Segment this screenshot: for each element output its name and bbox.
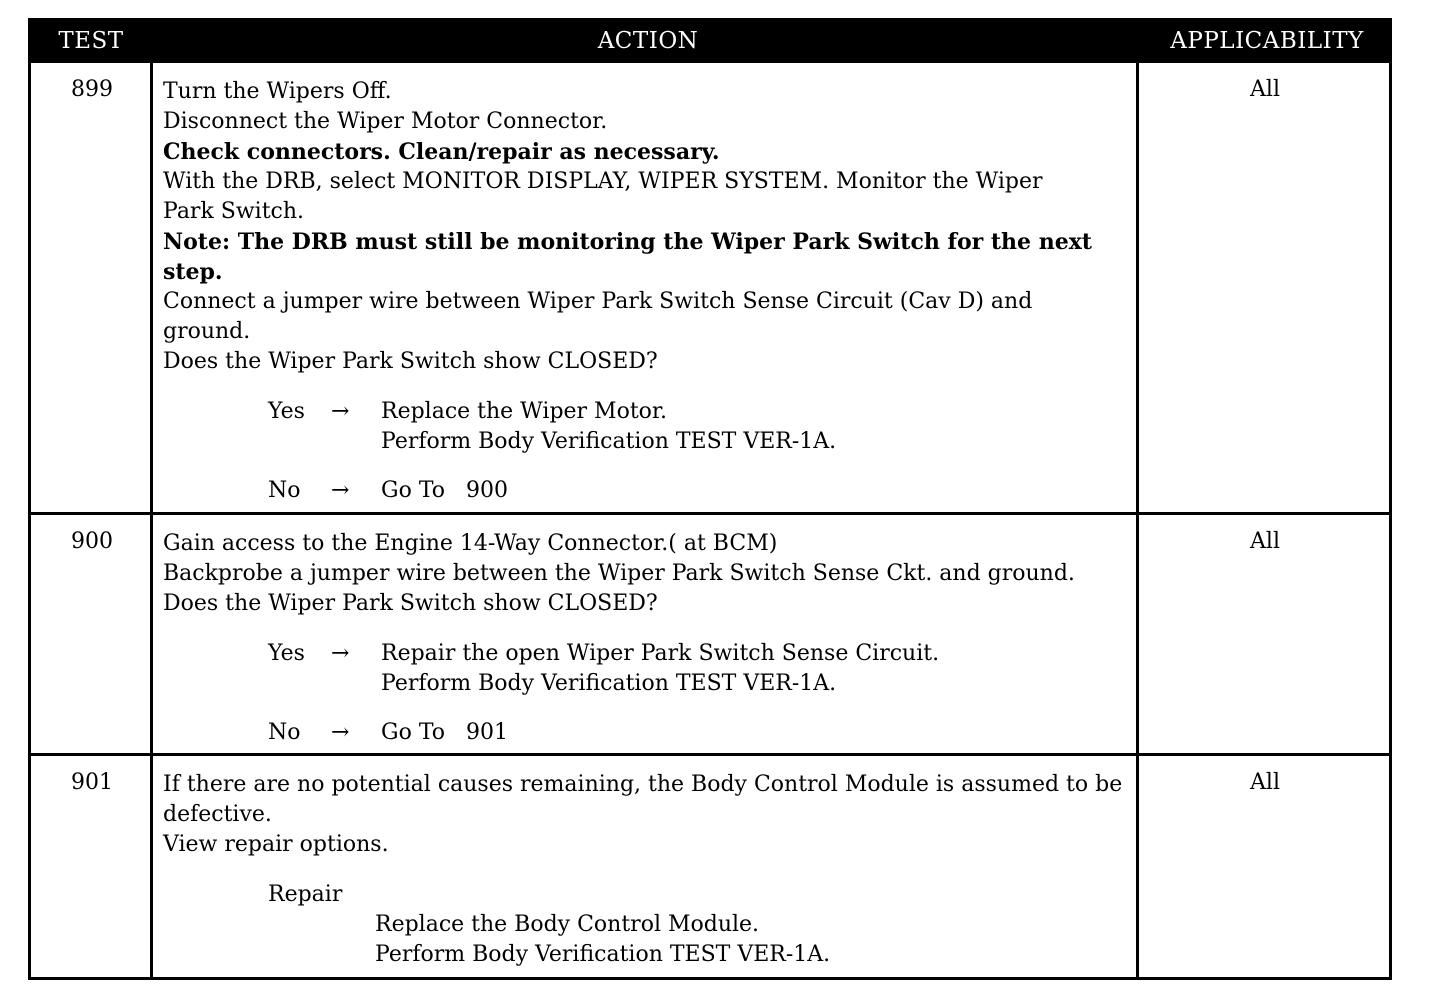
action-line: View repair options.	[163, 832, 389, 857]
action-line: Connect a jumper wire between Wiper Park Switch Sense Circuit (Cav D) and	[163, 289, 1033, 314]
action-cell	[163, 770, 1131, 970]
yes-result-2: Perform Body Verification TEST VER-1A.	[381, 429, 837, 454]
action-line: Disconnect the Wiper Motor Connector.	[163, 109, 608, 134]
action-line: Gain access to the Engine 14-Way Connector.( at BCM)	[163, 531, 778, 556]
yes-result-line	[163, 427, 1131, 457]
action-line: Does the Wiper Park Switch show CLOSED?	[163, 591, 658, 616]
action-line: Park Switch.	[163, 199, 305, 224]
action-line: Does the Wiper Park Switch show CLOSED?	[163, 349, 658, 374]
repair-option: Perform Body Verification TEST VER-1A.	[375, 942, 831, 967]
header-action: ACTION	[597, 28, 699, 54]
arrow-icon: →	[331, 641, 350, 666]
repair-label: Repair	[268, 882, 343, 907]
yes-branch	[163, 397, 1131, 427]
header-test: TEST	[58, 28, 124, 54]
action-cell	[163, 529, 1131, 748]
action-line: With the DRB, select MONITOR DISPLAY, WIPER SYSTEM. Monitor the Wiper	[163, 169, 1043, 194]
no-branch	[163, 476, 1131, 506]
table-header	[31, 21, 1389, 63]
action-line-bold: Note: The DRB must still be monitoring the Wiper Park Switch for the next	[163, 229, 1092, 255]
no-result: Go To 900	[381, 478, 508, 503]
test-number: 900	[71, 529, 113, 554]
yes-result: Replace the Wiper Motor.	[381, 399, 667, 424]
yes-branch	[163, 639, 1131, 669]
diagnostic-table	[28, 18, 1392, 980]
table-row	[31, 63, 1389, 512]
action-line: ground.	[163, 319, 251, 344]
arrow-icon: →	[331, 478, 350, 503]
no-branch	[163, 718, 1131, 748]
yes-result: Repair the open Wiper Park Switch Sense Circuit.	[381, 641, 940, 666]
repair-option: Replace the Body Control Module.	[375, 912, 760, 937]
action-line-bold: Check connectors. Clean/repair as necessary.	[163, 139, 720, 165]
yes-result-2: Perform Body Verification TEST VER-1A.	[381, 671, 837, 696]
applicability-cell: All	[1250, 529, 1280, 554]
arrow-icon: →	[331, 399, 350, 424]
action-line: Backprobe a jumper wire between the Wiper Park Switch Sense Ckt. and ground.	[163, 561, 1075, 586]
test-number: 899	[71, 77, 113, 102]
yes-label: Yes	[268, 641, 305, 666]
action-line-bold: step.	[163, 259, 223, 285]
action-line: Turn the Wipers Off.	[163, 79, 392, 104]
table-row	[31, 756, 1389, 977]
applicability-cell: All	[1250, 770, 1280, 795]
no-result: Go To 901	[381, 720, 508, 745]
action-line: If there are no potential causes remaining, the Body Control Module is assumed to be	[163, 772, 1123, 797]
table-row	[31, 515, 1389, 753]
action-line: defective.	[163, 802, 272, 827]
yes-result-line	[163, 669, 1131, 699]
header-applicability: APPLICABILITY	[1170, 28, 1364, 54]
no-label: No	[268, 720, 301, 745]
yes-label: Yes	[268, 399, 305, 424]
no-label: No	[268, 478, 301, 503]
applicability-cell: All	[1250, 77, 1280, 102]
test-number: 901	[71, 770, 113, 795]
action-cell	[163, 77, 1131, 506]
arrow-icon: →	[331, 720, 350, 745]
